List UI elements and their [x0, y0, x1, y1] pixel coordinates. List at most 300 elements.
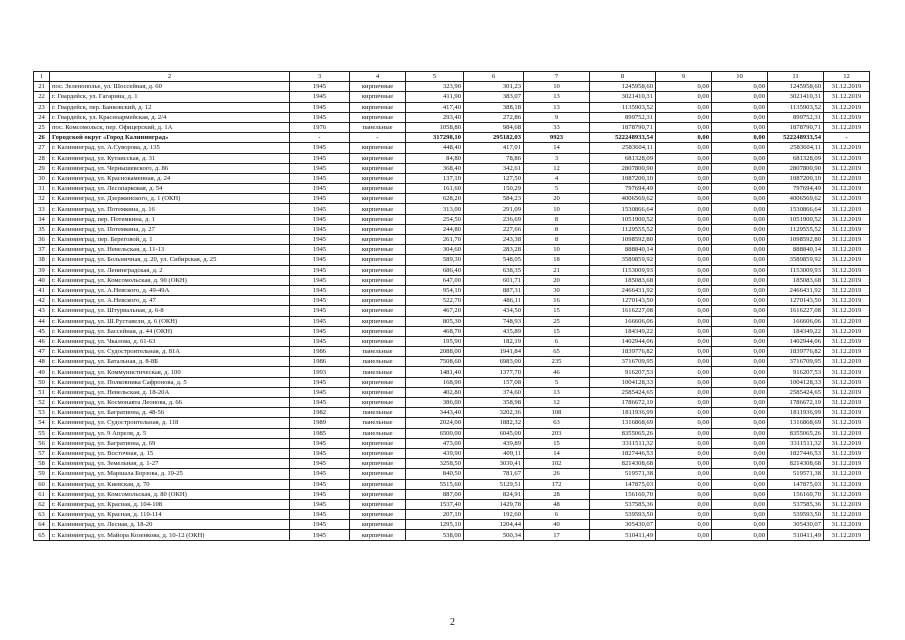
cell-residents: 10: [524, 82, 590, 92]
cell-address: г. Калининград, ул. Майора Козенкова, д. 10-12 (ОКН): [50, 530, 290, 540]
cell-living-area: 1377,70: [464, 367, 524, 377]
cell-year-built: 1945: [290, 163, 350, 173]
table-row: [34, 204, 870, 214]
cell-year-built: 1945: [290, 336, 350, 346]
cell-funding-local: 3021410,31: [768, 92, 824, 102]
cell-wall-material: кирпичные: [350, 224, 406, 234]
cell-completion-date: 31.12.2019: [824, 499, 870, 509]
cell-funding-local: 8355065,26: [768, 428, 824, 438]
cell-completion-date: -: [824, 133, 870, 143]
cell-living-area: 295182,03: [464, 133, 524, 143]
cell-funding-local: 2466431,92: [768, 285, 824, 295]
cell-funding-regional: 0,00: [712, 245, 768, 255]
cell-row-number: 52: [34, 398, 50, 408]
cell-completion-date: 31.12.2019: [824, 184, 870, 194]
cell-wall-material: кирпичные: [350, 204, 406, 214]
cell-total-area: 439,90: [406, 448, 464, 458]
cell-year-built: 1985: [290, 428, 350, 438]
cell-funding-total: 1087200,10: [590, 173, 656, 183]
table-row: [34, 316, 870, 326]
cell-wall-material: кирпичные: [350, 112, 406, 122]
table-row: [34, 448, 870, 458]
cell-funding-federal: 0,00: [656, 102, 712, 112]
cell-funding-federal: 0,00: [656, 173, 712, 183]
cell-funding-regional: 0,00: [712, 224, 768, 234]
cell-wall-material: кирпичные: [350, 255, 406, 265]
cell-year-built: 1945: [290, 184, 350, 194]
table-row: [34, 479, 870, 489]
cell-row-number: 55: [34, 428, 50, 438]
table-row: [34, 438, 870, 448]
cell-funding-total: 1878790,71: [590, 122, 656, 132]
cell-funding-federal: 0,00: [656, 82, 712, 92]
cell-completion-date: 31.12.2019: [824, 82, 870, 92]
cell-funding-federal: 0,00: [656, 306, 712, 316]
cell-address: г. Калининград, ул. Чернышевского, д. 86: [50, 163, 290, 173]
cell-funding-federal: 0,00: [656, 285, 712, 295]
cell-funding-federal: 0,00: [656, 387, 712, 397]
cell-funding-total: 3311511,32: [590, 438, 656, 448]
cell-residents: 8: [524, 224, 590, 234]
cell-funding-local: 166606,06: [768, 316, 824, 326]
cell-completion-date: 31.12.2019: [824, 438, 870, 448]
cell-row-number: 27: [34, 143, 50, 153]
cell-residents: 40: [524, 520, 590, 530]
cell-funding-total: 1316868,69: [590, 418, 656, 428]
cell-funding-regional: 0,00: [712, 112, 768, 122]
cell-year-built: 1945: [290, 173, 350, 183]
cell-funding-regional: 0,00: [712, 153, 768, 163]
cell-residents: 15: [524, 326, 590, 336]
cell-address: г. Калининград, ул. Больничная, д. 20, ул. Сибирская, д. 25: [50, 255, 290, 265]
cell-year-built: 1945: [290, 520, 350, 530]
cell-living-area: 236,69: [464, 214, 524, 224]
cell-residents: 108: [524, 408, 590, 418]
cell-funding-total: 681328,09: [590, 153, 656, 163]
cell-address: г. Калининград, ул. Багратиона, д. 69: [50, 438, 290, 448]
table-row: [34, 112, 870, 122]
cell-wall-material: кирпичные: [350, 214, 406, 224]
cell-wall-material: кирпичные: [350, 510, 406, 520]
table-row: [34, 163, 870, 173]
cell-year-built: 1945: [290, 459, 350, 469]
cell-residents: 8: [524, 214, 590, 224]
cell-completion-date: 31.12.2019: [824, 398, 870, 408]
cell-residents: 18: [524, 255, 590, 265]
cell-wall-material: панельные: [350, 357, 406, 367]
cell-row-number: 35: [34, 224, 50, 234]
cell-wall-material: кирпичные: [350, 387, 406, 397]
cell-address: г. Калининград, ул. Судостроительная, д. 81А: [50, 347, 290, 357]
cell-funding-regional: 0,00: [712, 469, 768, 479]
cell-living-area: 548,05: [464, 255, 524, 265]
table-row: [34, 102, 870, 112]
cell-funding-federal: 0,00: [656, 510, 712, 520]
table-header-row: [34, 72, 870, 82]
cell-address: пос. Зеленополье, ул. Шоссейная, д. 60: [50, 82, 290, 92]
cell-funding-total: 156160,70: [590, 489, 656, 499]
cell-completion-date: 31.12.2019: [824, 153, 870, 163]
cell-funding-regional: 0,00: [712, 510, 768, 520]
cell-residents: 9: [524, 112, 590, 122]
cell-funding-local: 2583604,11: [768, 143, 824, 153]
cell-row-number: 41: [34, 285, 50, 295]
cell-row-number: 64: [34, 520, 50, 530]
cell-row-number: 60: [34, 479, 50, 489]
cell-funding-federal: 0,00: [656, 255, 712, 265]
cell-year-built: 1945: [290, 285, 350, 295]
cell-row-number: 65: [34, 530, 50, 540]
table-row: [34, 499, 870, 509]
cell-funding-federal: 0,00: [656, 347, 712, 357]
cell-year-built: 1945: [290, 194, 350, 204]
table-row: [34, 377, 870, 387]
cell-funding-local: 3311511,32: [768, 438, 824, 448]
cell-year-built: 1945: [290, 296, 350, 306]
cell-address: г. Калининград, ул. Лесная, д. 18-20: [50, 520, 290, 530]
cell-row-number: 48: [34, 357, 50, 367]
cell-total-area: 1537,40: [406, 499, 464, 509]
table-row: [34, 214, 870, 224]
cell-completion-date: 31.12.2019: [824, 530, 870, 540]
cell-funding-federal: 0,00: [656, 224, 712, 234]
cell-funding-regional: 0,00: [712, 194, 768, 204]
cell-residents: 203: [524, 428, 590, 438]
cell-completion-date: 31.12.2019: [824, 479, 870, 489]
cell-funding-local: 185083,68: [768, 275, 824, 285]
cell-year-built: 1945: [290, 438, 350, 448]
cell-funding-federal: 0,00: [656, 398, 712, 408]
cell-total-area: 304,60: [406, 245, 464, 255]
cell-address: г. Калининград, пер. Потемкина, д. 1: [50, 214, 290, 224]
cell-address: г. Гвардейск, пер. Банковский, д. 12: [50, 102, 290, 112]
cell-funding-total: 8: [590, 72, 656, 82]
cell-funding-total: 4006569,62: [590, 194, 656, 204]
cell-residents: 14: [524, 448, 590, 458]
cell-row-number: 25: [34, 122, 50, 132]
cell-year-built: 1976: [290, 122, 350, 132]
cell-funding-total: 1839776,82: [590, 347, 656, 357]
cell-funding-federal: 0,00: [656, 112, 712, 122]
cell-funding-federal: 0,00: [656, 336, 712, 346]
cell-completion-date: 31.12.2019: [824, 163, 870, 173]
cell-funding-federal: 0,00: [656, 235, 712, 245]
cell-funding-total: 3589859,92: [590, 255, 656, 265]
cell-funding-regional: 0,00: [712, 489, 768, 499]
cell-total-area: 2024,00: [406, 418, 464, 428]
cell-row-number: 26: [34, 133, 50, 143]
cell-completion-date: 31.12.2019: [824, 173, 870, 183]
cell-year-built: 1945: [290, 204, 350, 214]
cell-address: г. Калининград, ул. Комсомольская, д. 80 (ОКН): [50, 489, 290, 499]
cell-wall-material: кирпичные: [350, 469, 406, 479]
cell-address: г. Калининград, ул. Земельная, д. 1-27: [50, 459, 290, 469]
cell-row-number: 57: [34, 448, 50, 458]
cell-funding-local: 539593,50: [768, 510, 824, 520]
cell-funding-federal: 0,00: [656, 122, 712, 132]
cell-row-number: 33: [34, 204, 50, 214]
cell-address: г. Калининград, ул. Лесопарковая, д. 54: [50, 184, 290, 194]
cell-total-area: 313,00: [406, 204, 464, 214]
table-row: [34, 306, 870, 316]
cell-completion-date: 31.12.2019: [824, 296, 870, 306]
cell-address: г. Калининград, ул. Бассейная, д. 44 (ОКН): [50, 326, 290, 336]
cell-wall-material: панельные: [350, 347, 406, 357]
cell-living-area: 435,89: [464, 326, 524, 336]
cell-row-number: 49: [34, 367, 50, 377]
table-row: [34, 275, 870, 285]
table-body: [34, 72, 870, 541]
cell-completion-date: 31.12.2019: [824, 245, 870, 255]
cell-funding-regional: 0,00: [712, 387, 768, 397]
cell-funding-local: 1153009,93: [768, 265, 824, 275]
table-row: [34, 122, 870, 132]
cell-completion-date: 31.12.2019: [824, 275, 870, 285]
cell-row-number: 63: [34, 510, 50, 520]
cell-funding-federal: 0,00: [656, 520, 712, 530]
cell-funding-local: 1616227,08: [768, 306, 824, 316]
cell-year-built: 1945: [290, 387, 350, 397]
cell-funding-total: 522248933,54: [590, 133, 656, 143]
cell-funding-federal: 0,00: [656, 316, 712, 326]
cell-address: г. Калининград, ул. Красная, д. 110-114: [50, 510, 290, 520]
cell-funding-total: 1811936,99: [590, 408, 656, 418]
cell-residents: 5: [524, 184, 590, 194]
cell-funding-local: 156160,70: [768, 489, 824, 499]
cell-funding-regional: 0,00: [712, 133, 768, 143]
cell-address: г. Калининград, ул. А.Суворова, д. 135: [50, 143, 290, 153]
cell-living-area: 192,60: [464, 510, 524, 520]
cell-living-area: 984,68: [464, 122, 524, 132]
cell-funding-total: 3021410,31: [590, 92, 656, 102]
cell-wall-material: кирпичные: [350, 153, 406, 163]
cell-wall-material: кирпичные: [350, 398, 406, 408]
cell-funding-local: 3589859,92: [768, 255, 824, 265]
cell-funding-total: 539593,50: [590, 510, 656, 520]
cell-year-built: 1945: [290, 469, 350, 479]
cell-completion-date: 31.12.2019: [824, 92, 870, 102]
cell-funding-local: 1087200,10: [768, 173, 824, 183]
table-row: [34, 408, 870, 418]
cell-residents: 6: [524, 336, 590, 346]
cell-year-built: 1945: [290, 377, 350, 387]
table-row: [34, 520, 870, 530]
cell-address: г. Калининград, ул. Батальная, д. 8-8Б: [50, 357, 290, 367]
cell-funding-regional: 10: [712, 72, 768, 82]
cell-wall-material: кирпичные: [350, 336, 406, 346]
cell-funding-local: 3716709,95: [768, 357, 824, 367]
cell-funding-total: 2466431,92: [590, 285, 656, 295]
cell-year-built: 1945: [290, 245, 350, 255]
cell-funding-regional: 0,00: [712, 275, 768, 285]
cell-funding-federal: 0,00: [656, 296, 712, 306]
cell-total-area: 261,70: [406, 235, 464, 245]
cell-address: г. Калининград, пер. Береговой, д. 1: [50, 235, 290, 245]
cell-funding-total: 305430,07: [590, 520, 656, 530]
cell-wall-material: кирпичные: [350, 102, 406, 112]
cell-living-area: 182,19: [464, 336, 524, 346]
cell-address: г. Калининград, ул. Кутаисская, д. 31: [50, 153, 290, 163]
cell-row-number: 43: [34, 306, 50, 316]
cell-funding-total: 1135903,52: [590, 102, 656, 112]
cell-living-area: 601,71: [464, 275, 524, 285]
cell-year-built: 1945: [290, 398, 350, 408]
cell-funding-total: 916207,53: [590, 367, 656, 377]
cell-year-built: 1945: [290, 255, 350, 265]
cell-funding-federal: 0,00: [656, 479, 712, 489]
cell-living-area: 638,35: [464, 265, 524, 275]
cell-total-area: 1481,40: [406, 367, 464, 377]
cell-funding-total: 888840,14: [590, 245, 656, 255]
cell-total-area: 323,90: [406, 82, 464, 92]
cell-year-built: 1945: [290, 265, 350, 275]
cell-address: 2: [50, 72, 290, 82]
cell-year-built: -: [290, 133, 350, 143]
page-number: 2: [450, 617, 455, 628]
cell-living-area: 486,11: [464, 296, 524, 306]
cell-row-number: 37: [34, 245, 50, 255]
cell-wall-material: кирпичные: [350, 316, 406, 326]
cell-funding-regional: 0,00: [712, 143, 768, 153]
cell-living-area: 383,07: [464, 92, 524, 102]
cell-funding-local: 184349,22: [768, 326, 824, 336]
cell-wall-material: кирпичные: [350, 265, 406, 275]
cell-completion-date: 31.12.2019: [824, 194, 870, 204]
cell-funding-local: 519571,38: [768, 469, 824, 479]
cell-total-area: 7508,60: [406, 357, 464, 367]
cell-funding-local: 1811936,99: [768, 408, 824, 418]
cell-funding-federal: 0,00: [656, 418, 712, 428]
cell-total-area: 538,00: [406, 530, 464, 540]
cell-completion-date: 31.12.2019: [824, 520, 870, 530]
cell-funding-federal: 0,00: [656, 204, 712, 214]
cell-funding-total: 2585424,65: [590, 387, 656, 397]
cell-total-area: 522,70: [406, 296, 464, 306]
cell-funding-local: 1402944,06: [768, 336, 824, 346]
cell-completion-date: 31.12.2019: [824, 357, 870, 367]
cell-funding-local: 1129555,52: [768, 224, 824, 234]
cell-address: г. Калининград, ул. Судостроительная, д. 118: [50, 418, 290, 428]
cell-living-area: 388,18: [464, 102, 524, 112]
cell-funding-total: 8214308,68: [590, 459, 656, 469]
cell-funding-local: 1839776,82: [768, 347, 824, 357]
cell-wall-material: кирпичные: [350, 306, 406, 316]
cell-residents: 65: [524, 347, 590, 357]
cell-funding-local: 4006569,62: [768, 194, 824, 204]
cell-living-area: 887,31: [464, 285, 524, 295]
cell-living-area: 439,89: [464, 438, 524, 448]
cell-year-built: 1945: [290, 489, 350, 499]
cell-wall-material: 4: [350, 72, 406, 82]
cell-total-area: 647,00: [406, 275, 464, 285]
cell-funding-local: 797694,49: [768, 184, 824, 194]
cell-funding-federal: 0,00: [656, 408, 712, 418]
cell-funding-total: 797694,49: [590, 184, 656, 194]
cell-funding-federal: 0,00: [656, 92, 712, 102]
cell-total-area: 686,40: [406, 265, 464, 275]
cell-total-area: 254,50: [406, 214, 464, 224]
cell-funding-regional: 0,00: [712, 418, 768, 428]
cell-address: г. Гвардейск, ул. Красноармейская, д. 2/4: [50, 112, 290, 122]
cell-year-built: 1945: [290, 112, 350, 122]
cell-funding-regional: 0,00: [712, 520, 768, 530]
cell-funding-regional: 0,00: [712, 377, 768, 387]
cell-total-area: 244,80: [406, 224, 464, 234]
cell-funding-local: 1098592,80: [768, 235, 824, 245]
cell-funding-regional: 0,00: [712, 336, 768, 346]
cell-living-area: 227,66: [464, 224, 524, 234]
cell-year-built: 3: [290, 72, 350, 82]
cell-total-area: 5: [406, 72, 464, 82]
cell-residents: 20: [524, 194, 590, 204]
cell-total-area: 448,40: [406, 143, 464, 153]
cell-funding-total: 519571,38: [590, 469, 656, 479]
cell-year-built: 1945: [290, 235, 350, 245]
cell-completion-date: 31.12.2019: [824, 469, 870, 479]
cell-wall-material: панельные: [350, 367, 406, 377]
cell-address: г. Гвардейск, ул. Гагарина, д. 1: [50, 92, 290, 102]
cell-funding-regional: 0,00: [712, 184, 768, 194]
cell-wall-material: панельные: [350, 122, 406, 132]
cell-completion-date: 12: [824, 72, 870, 82]
cell-funding-total: 1051900,52: [590, 214, 656, 224]
table-row: [34, 489, 870, 499]
cell-wall-material: кирпичные: [350, 296, 406, 306]
cell-year-built: 1945: [290, 153, 350, 163]
cell-living-area: 781,67: [464, 469, 524, 479]
cell-row-number: 39: [34, 265, 50, 275]
cell-total-area: 473,00: [406, 438, 464, 448]
cell-funding-regional: 0,00: [712, 408, 768, 418]
cell-year-built: 1986: [290, 347, 350, 357]
cell-address: г. Калининград, ул. А.Невского, д. 47: [50, 296, 290, 306]
cell-living-area: 272,86: [464, 112, 524, 122]
cell-funding-regional: 0,00: [712, 102, 768, 112]
cell-funding-local: 2807800,90: [768, 163, 824, 173]
cell-funding-total: 8355065,26: [590, 428, 656, 438]
cell-row-number: 30: [34, 173, 50, 183]
cell-year-built: 1986: [290, 357, 350, 367]
cell-address: г. Калининград, ул. Багратиона, д. 48-56: [50, 408, 290, 418]
cell-address: г. Калининград, ул. Потемкина, д. 16: [50, 204, 290, 214]
cell-living-area: 434,50: [464, 306, 524, 316]
cell-funding-regional: 0,00: [712, 163, 768, 173]
cell-total-area: 467,20: [406, 306, 464, 316]
cell-address: г. Калининград, ул. Комсомольская, д. 90 (ОКН): [50, 275, 290, 285]
cell-row-number: 40: [34, 275, 50, 285]
cell-living-area: 500,34: [464, 530, 524, 540]
cell-row-number: 59: [34, 469, 50, 479]
cell-residents: 3: [524, 153, 590, 163]
cell-total-area: 805,30: [406, 316, 464, 326]
cell-year-built: 1945: [290, 92, 350, 102]
cell-funding-local: 1786672,19: [768, 398, 824, 408]
cell-address: г. Калининград, ул. Киевская, д. 70: [50, 479, 290, 489]
cell-residents: 20: [524, 275, 590, 285]
cell-residents: 16: [524, 296, 590, 306]
cell-year-built: 1945: [290, 275, 350, 285]
cell-funding-regional: 0,00: [712, 235, 768, 245]
cell-row-number: 1: [34, 72, 50, 82]
cell-funding-local: 1316868,69: [768, 418, 824, 428]
cell-wall-material: панельные: [350, 408, 406, 418]
cell-wall-material: кирпичные: [350, 92, 406, 102]
cell-funding-local: 1827446,53: [768, 448, 824, 458]
cell-row-number: 22: [34, 92, 50, 102]
cell-row-number: 54: [34, 418, 50, 428]
cell-funding-federal: 0,00: [656, 133, 712, 143]
cell-funding-regional: 0,00: [712, 459, 768, 469]
